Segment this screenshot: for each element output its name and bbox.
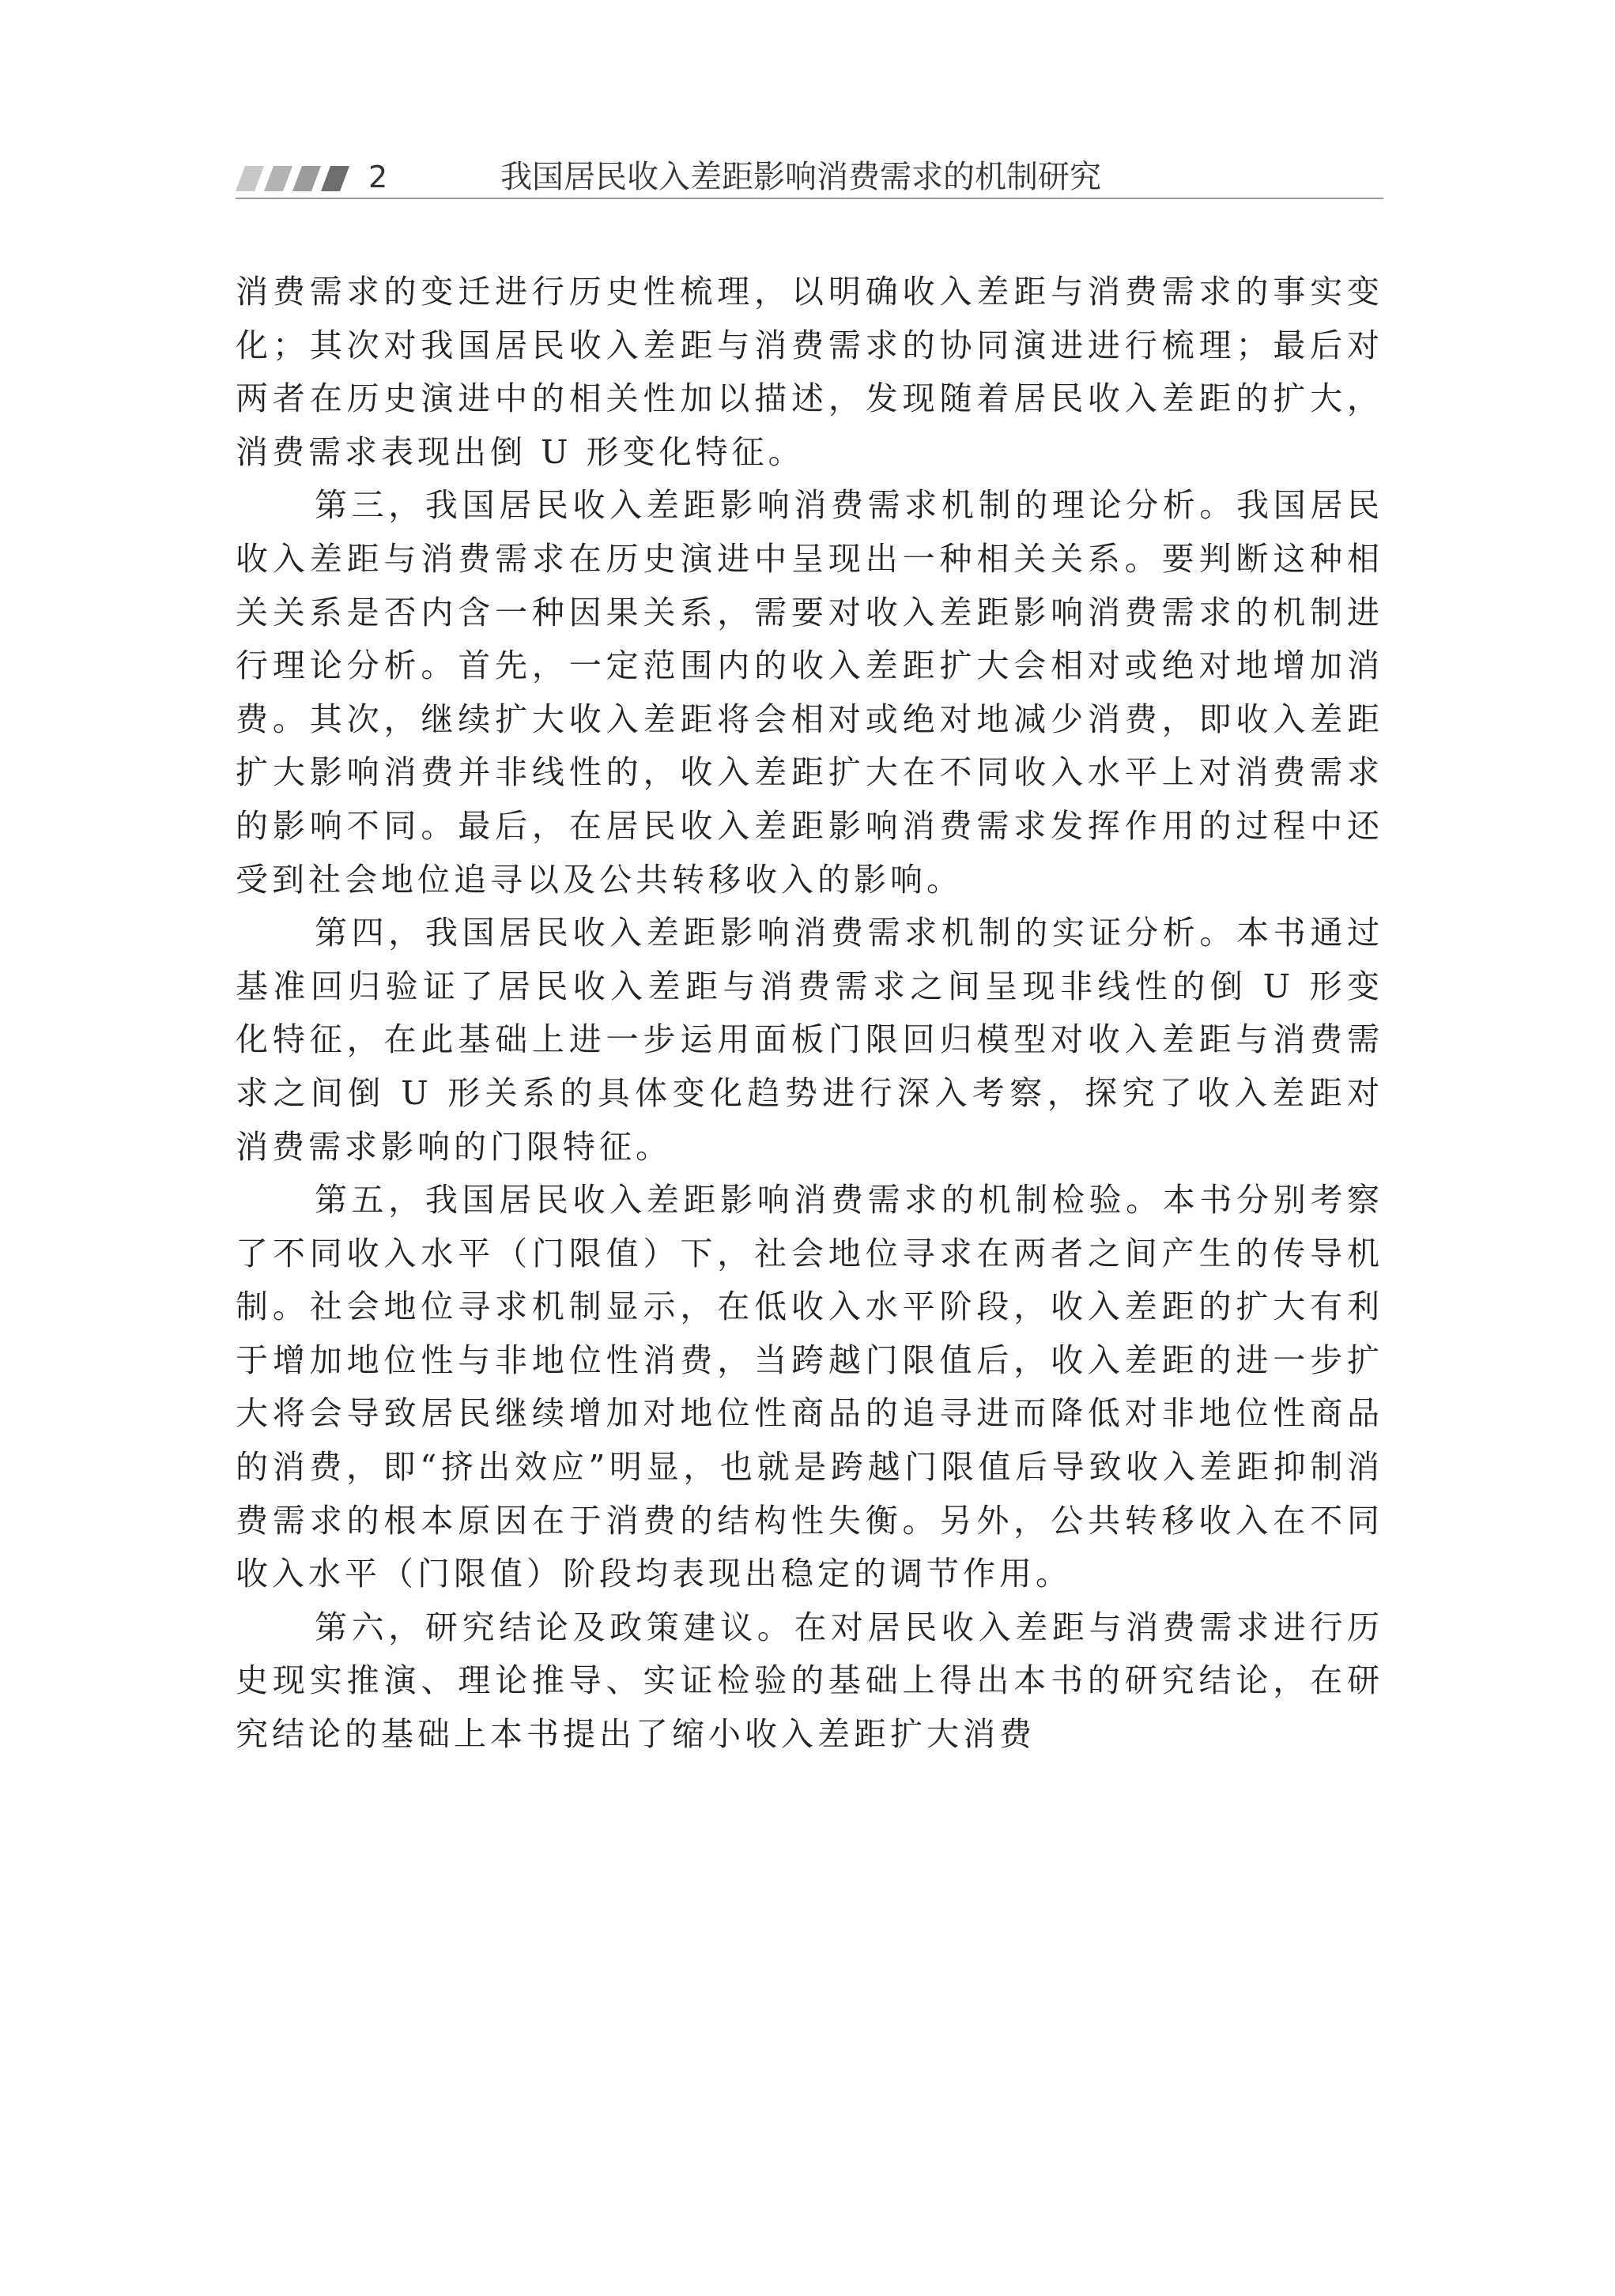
page-number: 2 [368,160,388,194]
page-header [236,158,1383,199]
paragraph-third-theory-analysis: 第三，我国居民收入差距影响消费需求机制的理论分析。我国居民收入差距与消费需求在历史演进中呈现出一种相关关系。要判断这种相关关系是否内含一种因果关系，需要对收入差距影响消费需求的机制进行理论分析。首先，一定范围内的收入差距扩大会相对或绝对地增加消费。其次，继续扩大收入差距将会相对或绝对地减少消费，即收入差距扩大影响消费并非线性的，收入差距扩大在不同收入水平上对消费需求的影响不同。最后，在居民收入差距影响消费需求发挥作用的过程中还受到社会地位追寻以及公共转移收入的影响。 [236,486,1383,899]
header-rule [236,198,1383,199]
running-title: 我国居民收入差距影响消费需求的机制研究 [500,159,1101,195]
header-stripes-ornament [236,166,354,191]
paragraph-sixth-conclusions: 第六，研究结论及政策建议。在对居民收入差距与消费需求进行历史现实推演、理论推导、实证检验的基础上得出本书的研究结论，在研究结论的基础上本书提出了缩小收入差距扩大消费 [236,1608,1383,1754]
paragraph-continued: 消费需求的变迁进行历史性梳理，以明确收入差距与消费需求的事实变化；其次对我国居民收入差距与消费需求的协同演进进行梳理；最后对两者在历史演进中的相关性加以描述，发现随着居民收入差距的扩大，消费需求表现出倒 U 形变化特征。 [236,273,1383,471]
paragraph-fourth-empirical-analysis: 第四，我国居民收入差距影响消费需求机制的实证分析。本书通过基准回归验证了居民收入差距与消费需求之间呈现非线性的倒 U 形变化特征，在此基础上进一步运用面板门限回归模型对收入差距与消费需求之间倒 U 形关系的具体变化趋势进行深入考察，探究了收入差距对消费需求影响的门限特征。 [236,914,1383,1166]
paragraph-fifth-mechanism-test: 第五，我国居民收入差距影响消费需求的机制检验。本书分别考察了不同收入水平（门限值）下，社会地位寻求在两者之间产生的传导机制。社会地位寻求机制显示，在低收入水平阶段，收入差距的扩大有利于增加地位性与非地位性消费，当跨越门限值后，收入差距的进一步扩大将会导致居民继续增加对地位性商品的追寻进而降低对非地位性商品的消费，即“挤出效应”明显，也就是跨越门限值后导致收入差距抑制消费需求的根本原因在于消费的结构性失衡。另外，公共转移收入在不同收入水平（门限值）阶段均表现出稳定的调节作用。 [236,1181,1383,1593]
body-text [236,266,1383,1762]
